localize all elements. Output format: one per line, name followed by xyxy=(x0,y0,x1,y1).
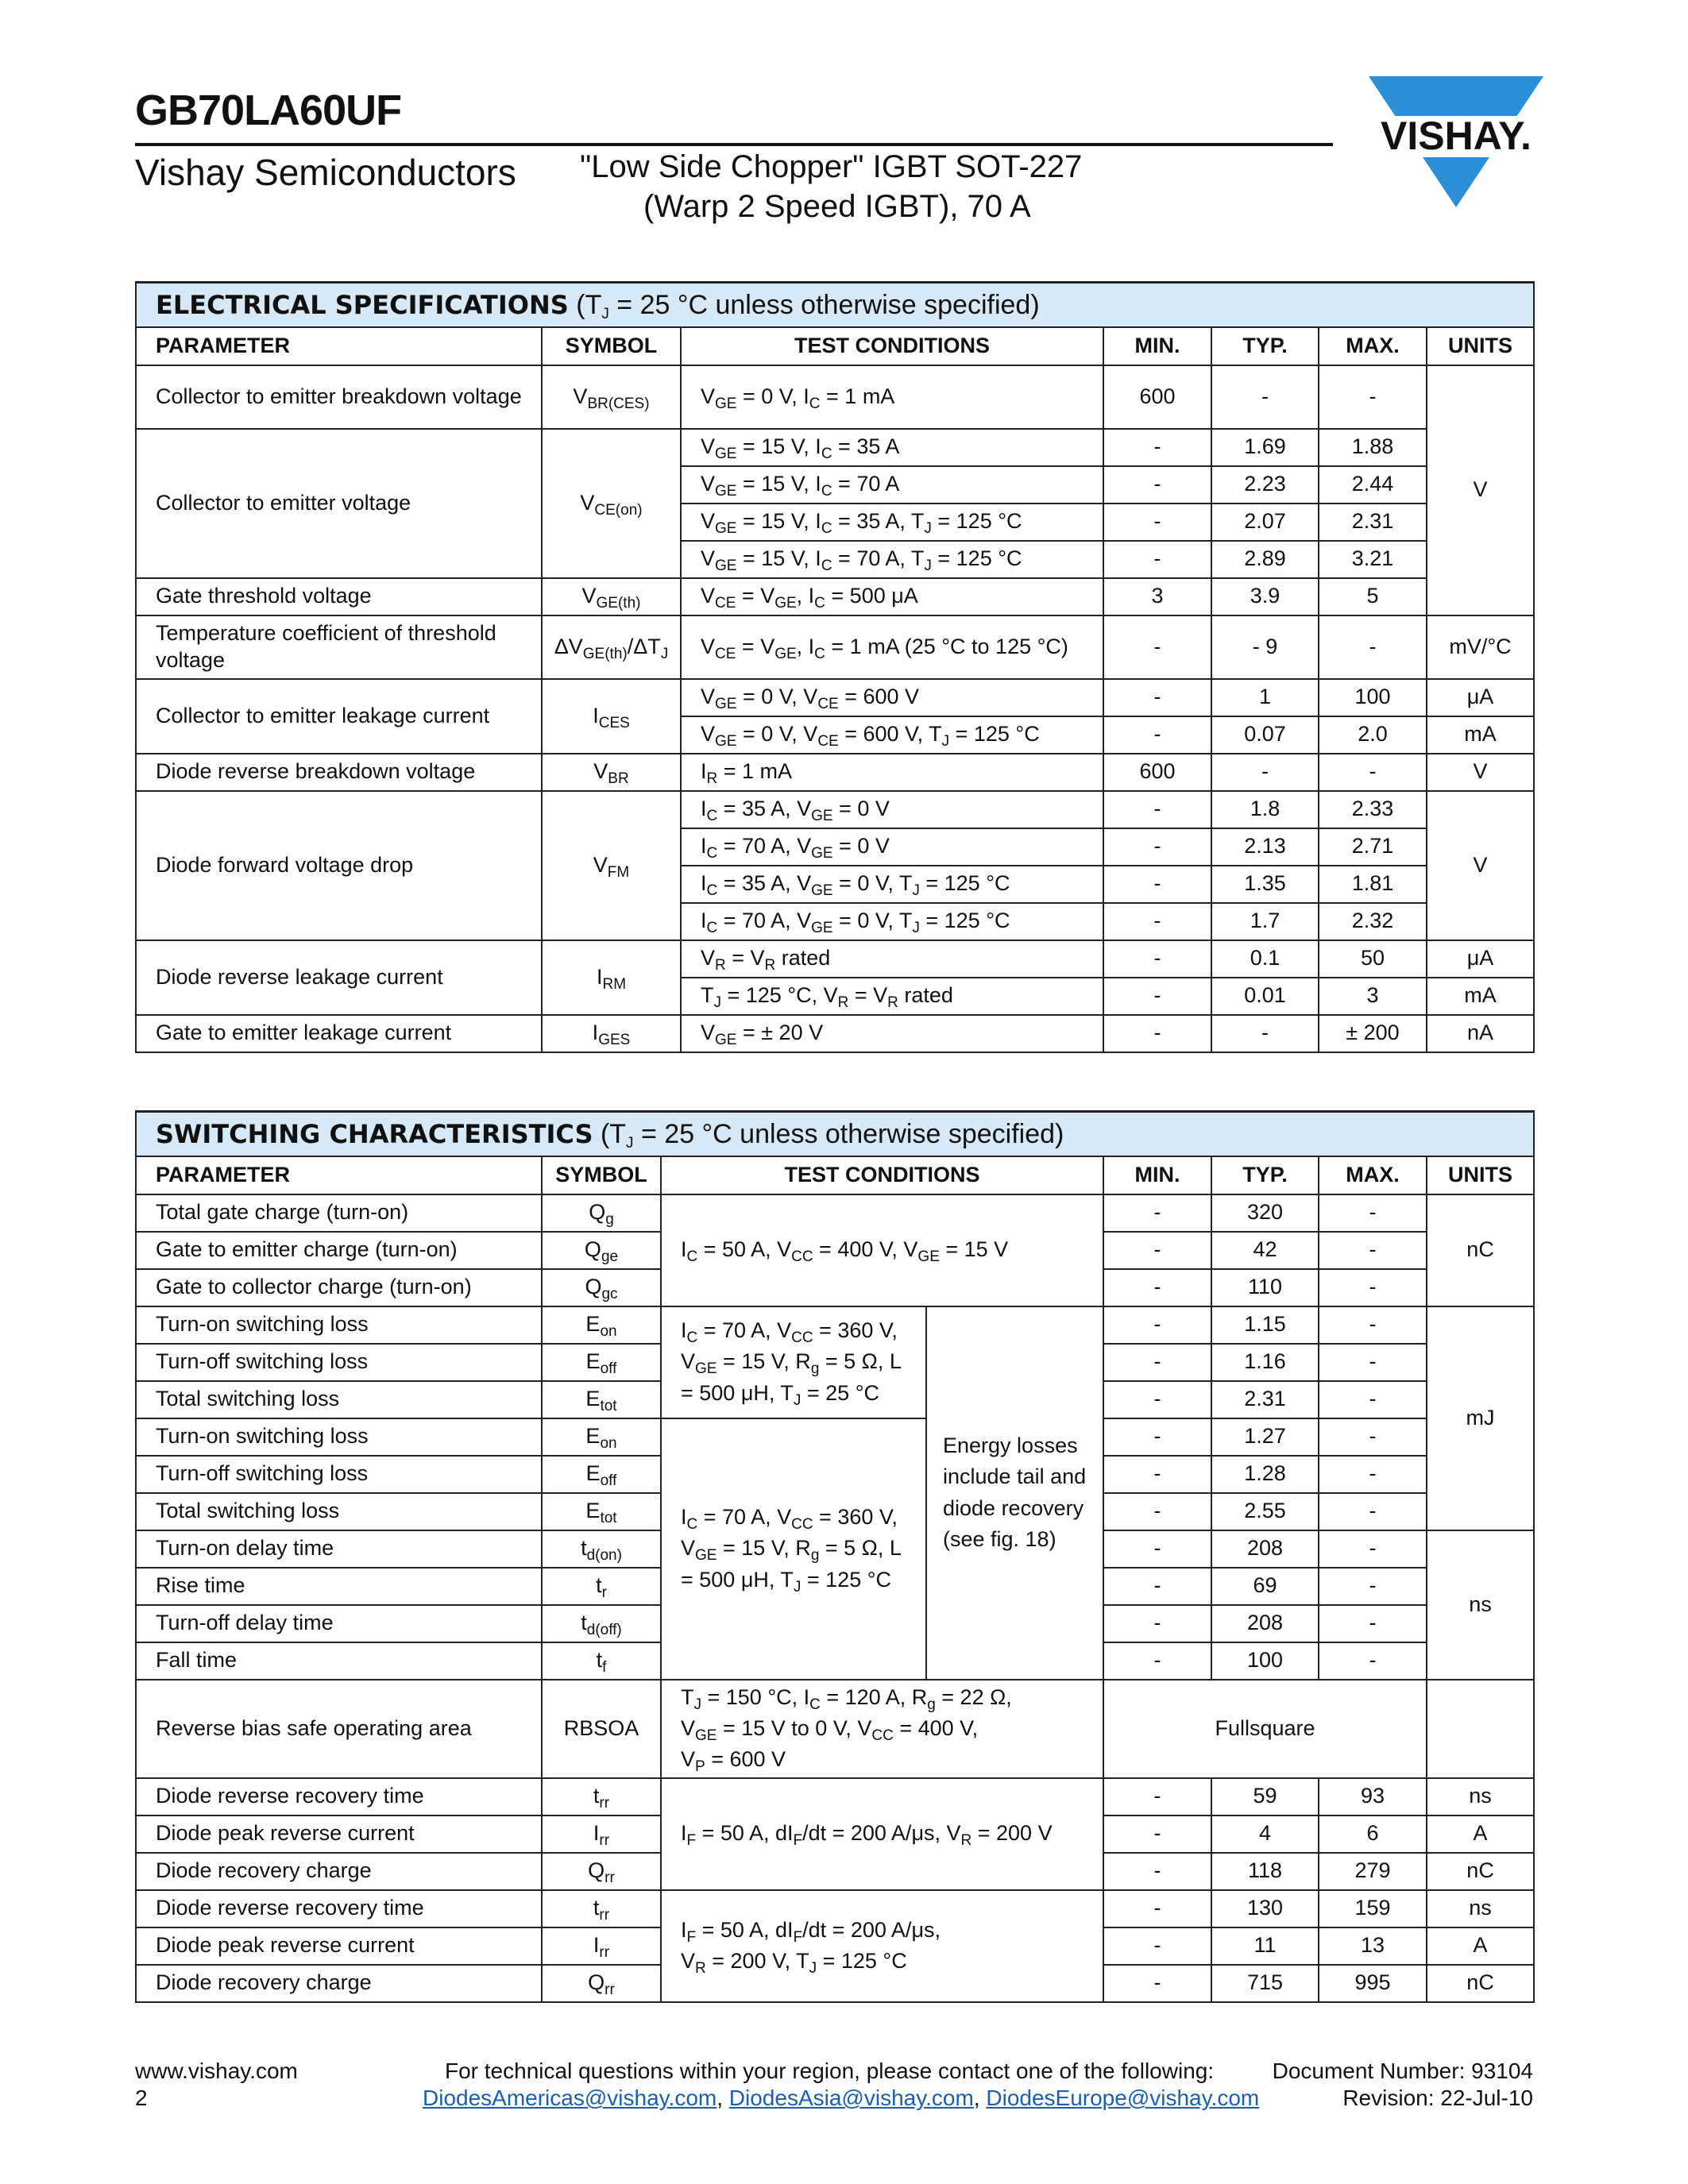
col-parameter: PARAMETER xyxy=(136,1156,542,1194)
table-row: Turn-off switching loss $E_{off}$ - 1.16 - xyxy=(136,1344,1534,1381)
logo-text: VISHAY. xyxy=(1381,114,1532,158)
electrical-specifications-table xyxy=(135,281,1535,1053)
table-row: Turn-on delay time $t_{d(on)}$ - 208 - ns xyxy=(136,1530,1534,1568)
table-row: Diode recovery charge $Q_{rr}$ - 715 995 nC xyxy=(136,1965,1534,2002)
table-row: Turn-on switching loss $E_{on}$ $I_C = 70$ A, $V_{CC} = 360$ V, $V_{GE} = 15$ V, $R_g = 5$ Ω, L = 500 μH, $T_J = 25$ °C Energy losses include tail and diode recovery (see fig. 18) - 1.15 - mJ xyxy=(136,1306,1534,1344)
table-row: Diode reverse leakage current $I_{RM}$ $V_R = V_R$ rated - 0.1 50 μA xyxy=(136,940,1534,978)
col-min: MIN. xyxy=(1103,1156,1211,1194)
table-header-row xyxy=(136,1156,1534,1194)
table-row: Gate to collector charge (turn-on) $Q_{gc}$ - 110 - xyxy=(136,1269,1534,1306)
table-row: Diode reverse recovery time $t_{rr}$ $I_F = 50$ A, $dI_F/dt = 200$ A/μs, $V_R = 200$ V - 59 93 ns xyxy=(136,1778,1534,1815)
footer-website[interactable]: www.vishay.com xyxy=(135,2059,298,2083)
table-row: $V_{GE} = 15$ V, $I_C = 70$ A - 2.23 2.44 xyxy=(136,466,1534,504)
table-row: $I_C = 35$ A, $V_{GE} = 0$ V, $T_J = 125$ °C - 1.35 1.81 xyxy=(136,866,1534,903)
table-row: Diode reverse breakdown voltage $V_{BR}$ $I_R = 1$ mA 600 - - V xyxy=(136,754,1534,791)
col-units: UNITS xyxy=(1427,327,1534,365)
document-subtitle-line2: (Warp 2 Speed IGBT), 70 A xyxy=(643,189,1031,224)
table-row: Total switching loss $E_{tot}$ - 2.31 - xyxy=(136,1381,1534,1418)
company-name: Vishay Semiconductors xyxy=(135,152,516,193)
table-row: Gate to emitter leakage current $I_{GES}$ $V_{GE}$ = ± 20 V - - ± 200 nA xyxy=(136,1015,1534,1052)
switching-characteristics-table xyxy=(135,1110,1535,2003)
table-row: Diode forward voltage drop $V_{FM}$ $I_C = 35$ A, $V_{GE} = 0$ V - 1.8 2.33 V xyxy=(136,791,1534,828)
col-units: UNITS xyxy=(1427,1156,1534,1194)
table-row: Rise time $t_r$ - 69 - xyxy=(136,1568,1534,1605)
table-row: Fall time $t_f$ - 100 - xyxy=(136,1642,1534,1680)
col-typ: TYP. xyxy=(1211,327,1319,365)
table-row: Diode peak reverse current $I_{rr}$ - 4 6 A xyxy=(136,1815,1534,1853)
col-parameter: PARAMETER xyxy=(136,327,542,365)
table-row: Collector to emitter leakage current $I_{CES}$ $V_{GE} = 0$ V, $V_{CE} = 600$ V - 1 100 μA xyxy=(136,679,1534,716)
table-row: Collector to emitter voltage $V_{CE(on)}$ $V_{GE} = 15$ V, $I_C = 35$ A - 1.69 1.88 xyxy=(136,429,1534,466)
table-row: Gate to emitter charge (turn-on) $Q_{ge}$ - 42 - xyxy=(136,1232,1534,1269)
col-symbol: SYMBOL xyxy=(542,1156,661,1194)
link-diodes-europe[interactable]: DiodesEurope@vishay.com xyxy=(986,2086,1260,2110)
table-row: Diode peak reverse current $I_{rr}$ - 11 13 A xyxy=(136,1927,1534,1965)
table-row: Turn-off delay time $t_{d(off)}$ - 208 - xyxy=(136,1605,1534,1642)
footer-revision: Revision: 22-Jul-10 xyxy=(1342,2086,1533,2110)
col-max: MAX. xyxy=(1319,1156,1427,1194)
footer-contact-links: DiodesAmericas@vishay.com, DiodesAsia@vishay.com, DiodesEurope@vishay.com xyxy=(423,2086,1260,2110)
table-row: Collector to emitter breakdown voltage $V_{BR(CES)}$ $V_{GE} = 0$ V, $I_C = 1$ mA 600 - - V xyxy=(136,365,1534,429)
table-row: Gate threshold voltage $V_{GE(th)}$ $V_{CE} = V_{GE}$, $I_C = 500$ μA 3 3.9 5 xyxy=(136,578,1534,615)
table-row: Temperature coefficient of threshold voltage $\Delta V_{GE(th)}/\Delta T_J$ $V_{CE} = V_{GE}$, $I_C = 1$ mA (25 °C to 125 °C) - - 9 - mV/°C xyxy=(136,615,1534,679)
vishay-logo xyxy=(1365,76,1547,211)
table-row: Turn-off switching loss $E_{off}$ - 1.28 - xyxy=(136,1456,1534,1493)
table-row: $V_{GE} = 15$ V, $I_C = 70$ A, $T_J = 125$ °C - 2.89 3.21 xyxy=(136,541,1534,578)
footer-contact-text: For technical questions within your region, please contact one of the following: xyxy=(445,2059,1215,2083)
table-row: Reverse bias safe operating area RBSOA $T_J = 150$ °C, $I_C = 120$ A, $R_g = 22$ Ω, $V_{GE} = 15$ V to 0 V, $V_{CC} = 400$ V, $V_P = 600$ V Fullsquare xyxy=(136,1680,1534,1778)
table-row: $I_C = 70$ A, $V_{GE} = 0$ V - 2.13 2.71 xyxy=(136,828,1534,866)
footer-page-number: 2 xyxy=(135,2086,148,2110)
table-row: Diode recovery charge $Q_{rr}$ - 118 279 nC xyxy=(136,1853,1534,1890)
switching-title: SWITCHING CHARACTERISTICS ($T_J = 25$ °C unless otherwise specified) xyxy=(136,1112,1534,1156)
table-row: $V_{GE} = 0$ V, $V_{CE} = 600$ V, $T_J = 125$ °C - 0.07 2.0 mA xyxy=(136,716,1534,754)
table-row: Turn-on switching loss $E_{on}$ $I_C = 70$ A, $V_{CC} = 360$ V, $V_{GE} = 15$ V, $R_g = 5$ Ω, L = 500 μH, $T_J = 125$ °C - 1.27 - xyxy=(136,1418,1534,1456)
part-number: GB70LA60UF xyxy=(135,87,402,134)
electrical-title: ELECTRICAL SPECIFICATIONS ($T_J = 25$ °C unless otherwise specified) xyxy=(136,283,1534,327)
col-typ: TYP. xyxy=(1211,1156,1319,1194)
col-test-conditions: TEST CONDITIONS xyxy=(681,327,1103,365)
col-max: MAX. xyxy=(1319,327,1427,365)
table-header-row xyxy=(136,327,1534,365)
document-subtitle-line1: "Low Side Chopper" IGBT SOT-227 xyxy=(580,149,1083,184)
table-row: Total gate charge (turn-on) $Q_g$ $I_C = 50$ A, $V_{CC} = 400$ V, $V_{GE} = 15$ V - 320 - nC xyxy=(136,1194,1534,1232)
table-row: Diode reverse recovery time $t_{rr}$ $I_F = 50$ A, $dI_F/dt = 200$ A/μs, $V_R = 200$ V, $T_J = 125$ °C - 130 159 ns xyxy=(136,1890,1534,1927)
link-diodes-americas[interactable]: DiodesAmericas@vishay.com xyxy=(423,2086,717,2110)
table-row: Total switching loss $E_{tot}$ - 2.55 - xyxy=(136,1493,1534,1530)
header-rule xyxy=(135,143,1333,146)
col-symbol: SYMBOL xyxy=(542,327,681,365)
col-min: MIN. xyxy=(1103,327,1211,365)
link-diodes-asia[interactable]: DiodesAsia@vishay.com xyxy=(728,2086,974,2110)
table-row: $I_C = 70$ A, $V_{GE} = 0$ V, $T_J = 125$ °C - 1.7 2.32 xyxy=(136,903,1534,940)
table-row: $V_{GE} = 15$ V, $I_C = 35$ A, $T_J = 125$ °C - 2.07 2.31 xyxy=(136,504,1534,541)
footer-document-number: Document Number: 93104 xyxy=(1272,2059,1533,2083)
table-row: $T_J = 125$ °C, $V_R = V_R$ rated - 0.01 3 mA xyxy=(136,978,1534,1015)
col-test-conditions: TEST CONDITIONS xyxy=(661,1156,1103,1194)
